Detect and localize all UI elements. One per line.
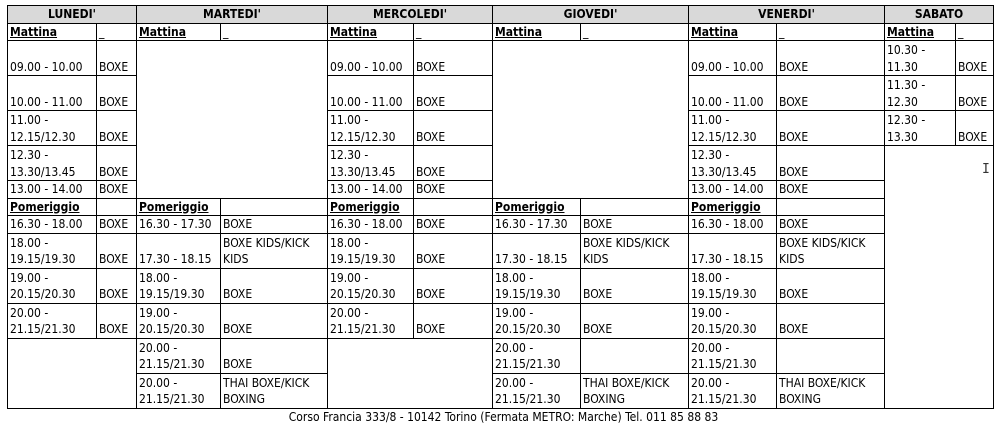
slot-activity: BOXE [956,111,994,146]
slot-activity: BOXE [414,146,493,181]
day-header-sabato: SABATO [885,6,994,24]
slot-activity: BOXE KIDS/KICK KIDS [581,233,689,268]
slot-time: 18.00 - 19.15/19.30 [328,233,414,268]
slot-time: 11.00 - 12.15/12.30 [328,111,414,146]
empty-cell [97,198,137,216]
slot-time: 19.00 - 20.15/20.30 [137,303,221,338]
slot-activity: BOXE [414,76,493,111]
day-header-venerdi: VENERDI' [689,6,885,24]
slot-activity: BOXE [581,303,689,338]
text-cursor-icon: I [982,162,990,177]
slot-activity: BOXE [414,181,493,199]
slot-activity: BOXE [97,146,137,181]
slot-time: 10.00 - 11.00 [328,76,414,111]
slot-activity: BOXE [414,268,493,303]
slot-activity: BOXE [414,233,493,268]
slot-time: 13.00 - 14.00 [689,181,777,199]
slot-time: 20.00 - 21.15/21.30 [8,303,97,338]
slot-activity: BOXE [414,303,493,338]
slot-time: 20.00 - 21.15/21.30 [328,303,414,338]
slot-time: 09.00 - 10.00 [328,41,414,76]
slot-time: 11.00 - 12.15/12.30 [689,111,777,146]
slot-time: 18.00 - 19.15/19.30 [137,268,221,303]
slot-activity: BOXE [97,76,137,111]
slot-time: 12.30 - 13.30/13.45 [8,146,97,181]
slot-time: 11.30 - 12.30 [885,76,956,111]
day-header-giovedi: GIOVEDI' [493,6,689,24]
slot-time: 16.30 - 17.30 [137,216,221,234]
slot-activity: BOXE [777,216,885,234]
empty-cell [581,198,689,216]
empty-cell [885,146,994,409]
section-label-mattina: Mattina [493,23,581,41]
slot-time: 09.00 - 10.00 [8,41,97,76]
slot-activity: BOXE [581,268,689,303]
slot-time: 12.30 - 13.30/13.45 [328,146,414,181]
section-label-pomeriggio: Pomeriggio [328,198,414,216]
slot-activity: BOXE [97,41,137,76]
slot-activity: BOXE [956,41,994,76]
slot-activity: THAI BOXE/KICK BOXING [581,373,689,408]
slot-time: 17.30 - 18.15 [689,233,777,268]
slot-time: 19.00 - 20.15/20.30 [689,303,777,338]
empty-cell [221,198,328,216]
slot-activity: BOXE [97,216,137,234]
empty-cell [137,41,328,199]
dash-marker: _ [581,23,689,41]
slot-activity: BOXE [221,268,328,303]
slot-activity: BOXE [221,216,328,234]
slot-activity: BOXE [777,41,885,76]
slot-time: 16.30 - 17.30 [493,216,581,234]
section-label-pomeriggio: Pomeriggio [137,198,221,216]
slot-time: 18.00 - 19.15/19.30 [689,268,777,303]
section-label-mattina: Mattina [8,23,97,41]
slot-time: 16.30 - 18.00 [8,216,97,234]
section-label-mattina: Mattina [689,23,777,41]
section-label-pomeriggio: Pomeriggio [493,198,581,216]
slot-time: 19.00 - 20.15/20.30 [328,268,414,303]
slot-time: 09.00 - 10.00 [689,41,777,76]
slot-time: 12.30 - 13.30 [885,111,956,146]
slot-activity: BOXE [221,338,328,373]
slot-time: 18.00 - 19.15/19.30 [8,233,97,268]
slot-time: 10.00 - 11.00 [689,76,777,111]
dash-marker: _ [414,23,493,41]
empty-cell [328,338,493,408]
slot-activity: THAI BOXE/KICK BOXING [221,373,328,408]
slot-time: 12.30 - 13.30/13.45 [689,146,777,181]
slot-activity: BOXE [777,146,885,181]
slot-time: 20.00 - 21.15/21.30 [689,373,777,408]
slot-time: 20.00 - 21.15/21.30 [689,338,777,373]
slot-time: 16.30 - 18.00 [689,216,777,234]
slot-activity: BOXE [97,303,137,338]
address-footer: Corso Francia 333/8 - 10142 Torino (Fermata METRO: Marche) Tel. 011 85 88 83 [288,410,719,424]
day-header-martedi: MARTEDI' [137,6,328,24]
slot-time: 18.00 - 19.15/19.30 [493,268,581,303]
dash-marker: _ [97,23,137,41]
slot-time: 17.30 - 18.15 [137,233,221,268]
dash-marker: _ [956,23,994,41]
slot-activity: THAI BOXE/KICK BOXING [777,373,885,408]
empty-cell [777,198,885,216]
slot-activity: BOXE [777,303,885,338]
slot-time: 13.00 - 14.00 [328,181,414,199]
slot-activity [777,338,885,373]
section-label-mattina: Mattina [885,23,956,41]
slot-activity: BOXE KIDS/KICK KIDS [221,233,328,268]
slot-time: 10.30 - 11.30 [885,41,956,76]
dash-marker: _ [777,23,885,41]
empty-cell [414,198,493,216]
slot-time: 17.30 - 18.15 [493,233,581,268]
slot-time: 20.00 - 21.15/21.30 [493,373,581,408]
empty-cell [493,41,689,199]
slot-time: 20.00 - 21.15/21.30 [493,338,581,373]
section-label-mattina: Mattina [137,23,221,41]
empty-cell [8,338,137,408]
slot-activity: BOXE [581,216,689,234]
slot-activity: BOXE [221,303,328,338]
slot-activity: BOXE [414,41,493,76]
slot-time: 16.30 - 18.00 [328,216,414,234]
slot-time: 19.00 - 20.15/20.30 [8,268,97,303]
section-label-pomeriggio: Pomeriggio [8,198,97,216]
section-label-pomeriggio: Pomeriggio [689,198,777,216]
slot-activity: BOXE [97,181,137,199]
slot-time: 10.00 - 11.00 [8,76,97,111]
day-header-lunedi: LUNEDI' [8,6,137,24]
dash-marker: _ [221,23,328,41]
slot-time: 11.00 - 12.15/12.30 [8,111,97,146]
slot-activity: BOXE [956,76,994,111]
slot-activity: BOXE [97,268,137,303]
slot-time: 20.00 - 21.15/21.30 [137,373,221,408]
slot-time: 20.00 - 21.15/21.30 [137,338,221,373]
slot-activity: BOXE [777,111,885,146]
schedule-table [7,5,994,409]
slot-activity: BOXE [777,268,885,303]
slot-activity: BOXE [777,181,885,199]
slot-activity: BOXE [97,111,137,146]
slot-activity: BOXE [414,216,493,234]
slot-activity [581,338,689,373]
day-header-mercoledi: MERCOLEDI' [328,6,493,24]
slot-activity: BOXE [414,111,493,146]
slot-activity: BOXE [97,233,137,268]
slot-time: 19.00 - 20.15/20.30 [493,303,581,338]
slot-time: 13.00 - 14.00 [8,181,97,199]
section-label-mattina: Mattina [328,23,414,41]
slot-activity: BOXE KIDS/KICK KIDS [777,233,885,268]
slot-activity: BOXE [777,76,885,111]
